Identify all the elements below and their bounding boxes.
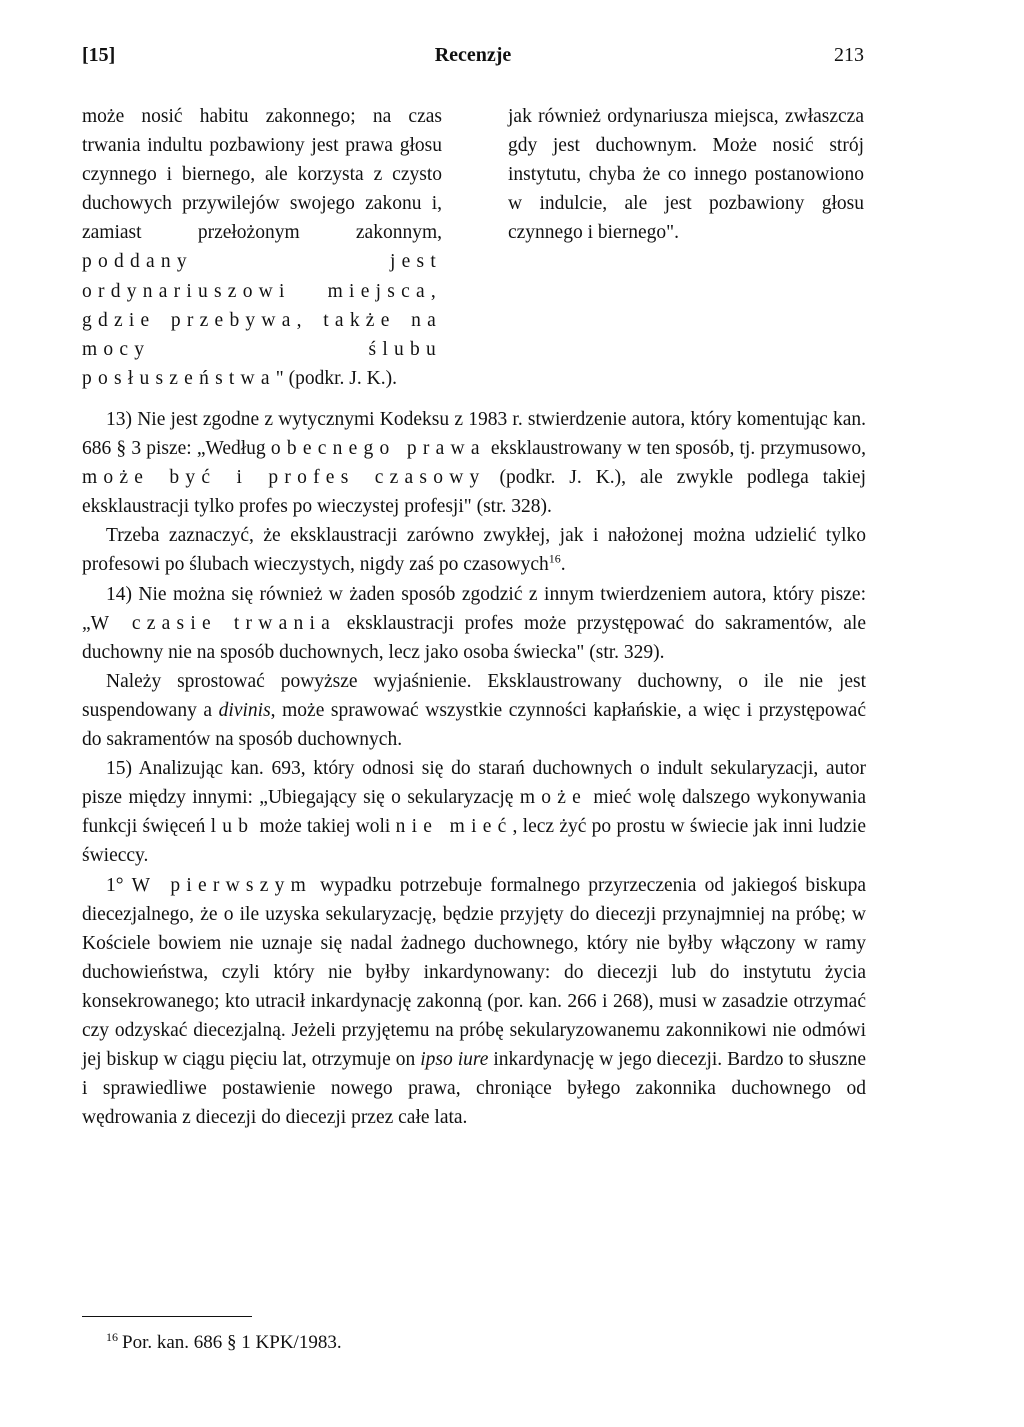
main-text [82,405,866,1132]
italic-term: divinis [218,699,271,721]
footnote-divider [82,1316,252,1317]
paragraph-correction [82,667,866,754]
emphasis: może być i profes czasowy [82,467,486,489]
footnote-text: Por. kan. 686 § 1 KPK/1983. [122,1332,342,1353]
text-run: , lecz żyć po prostu w świecie jak inni ludzie świeccy. [82,816,866,867]
text-run: (podkr. J. K.), ale zwykle podlega takiej eksklaustracji tylko profes po wieczystej profesji" (str. 328). [82,467,867,518]
left-column-text: może nosić habitu zakonnego; na czas trwania indultu pozbawiony jest prawa głosu czynnego i biernego, ale korzysta z czysto duchowych przywilejów swojego zakonu i, zamiast przełożonym zakonnym, [82,106,442,244]
paragraph-remark [82,521,866,579]
text-run: wypadku potrzebuje formalnego przyrzeczenia od jakiegoś biskupa diecezjalnego, że o ile uzyska sekularyzację, będzie przyjęty do diecezji przynajmniej na próbę; w Kościele bowiem nie uznaje się nadal żadnego duchownego, który nie byłby włączony w ramy duchowieństwa, czyli który nie byłby inkardynowany: do diecezji lub do instytutu życia konsekrowanego; kto utracił inkardynację zakonną (por. kan. 266 i 268), musi w zasadzie otrzymać czy odzyskać diecezjalną. Jeżeli przyjętemu na próbę sekularyzowanemu zakonnikowi nie odmówi jej biskup w ciągu pięciu lat, otrzymuje on [82,874,866,1071]
paragraph-15 [82,754,866,870]
left-column [82,102,442,393]
footnote-number: 16 [106,1329,118,1344]
running-header [82,44,864,74]
text-run: inkardynację w jego diecezji. Bardzo to słuszne i sprawiedliwe postawienie nowego prawa, chroniące byłego zakonnika duchownego od wędrowania z diecezji do diecezji przez całe lata. [82,1049,866,1129]
text-run: 13) Nie jest zgodne z wytycznymi Kodeksu z 1983 r. stwierdzenie autora, który komentując kan. 686 § 3 pisze: „Według [82,409,866,460]
emphasis: może [519,787,588,809]
paragraph-13 [82,405,866,521]
text-run: eksklaustrowany w ten sposób, tj. przymusowo, [485,438,866,460]
section-number: [15] [82,44,116,66]
text-run: eksklaustracji profes może przystępować do sakramentów, ale duchowny nie na sposób duchownych, lecz jako osoba świecka" (str. 329). [82,612,866,663]
text-run: Trzeba zaznaczyć, że eksklaustracji zarówno zwykłej, jak i nałożonej można udzielić tylko profesowi po ślubach wieczystych, nigdy zaś po czasowych [82,525,866,576]
text-run: Należy sprostować powyższe wyjaśnienie. Eksklaustrowany duchowny, o ile nie jest suspendowany a [82,670,866,721]
paragraph-first-case [82,871,866,1133]
emphasis: obecnego prawa [270,438,486,460]
right-column-text: jak również ordynariusza miejsca, zwłaszcza gdy jest duchownym. Może nosić strój instytutu, chyba że co innego postanowiono w indulcie, ale jest pozbawiony głosu czynnego i biernego". [508,106,864,244]
emphasis: nie mieć [395,816,513,838]
page-number: 213 [834,44,864,66]
running-title: Recenzje [434,44,512,66]
emphasis: W czasie trwania [90,612,337,634]
emphasis: W pierwszym [131,874,313,896]
left-column-emphasis: poddany jest ordynariuszowi miejsca, gdzie przebywa, także na mocy ślubu posłuszeństwa [82,251,442,389]
text-run: , może sprawować wszystkie czynności kapłańskie, a więc i przystępować do sakramentów na sposób duchownych. [82,699,866,751]
right-column [508,102,864,247]
text-run: mieć wolę dalszego wykonywania funkcji święceń [82,787,866,838]
italic-term: ipso iure [420,1049,489,1071]
text-run: . [560,554,566,576]
text-run: 14) Nie można się również w żaden sposób zgodzić z innym twierdzeniem autora, który pisze: „ [82,583,866,634]
emphasis: lub [210,816,255,838]
paragraph-14 [82,580,866,667]
left-column-citation: " (podkr. J. K.). [275,367,397,389]
text-run: 15) Analizując kan. 693, który odnosi się do starań duchownych o indult sekularyzacji, autor pisze między innymi: „Ubiegający się o sekularyzację [82,758,866,809]
footnote [106,1330,342,1356]
text-run: 1° [106,874,132,896]
text-run: może takiej woli [254,816,396,838]
footnote-ref: 16 [548,551,561,566]
